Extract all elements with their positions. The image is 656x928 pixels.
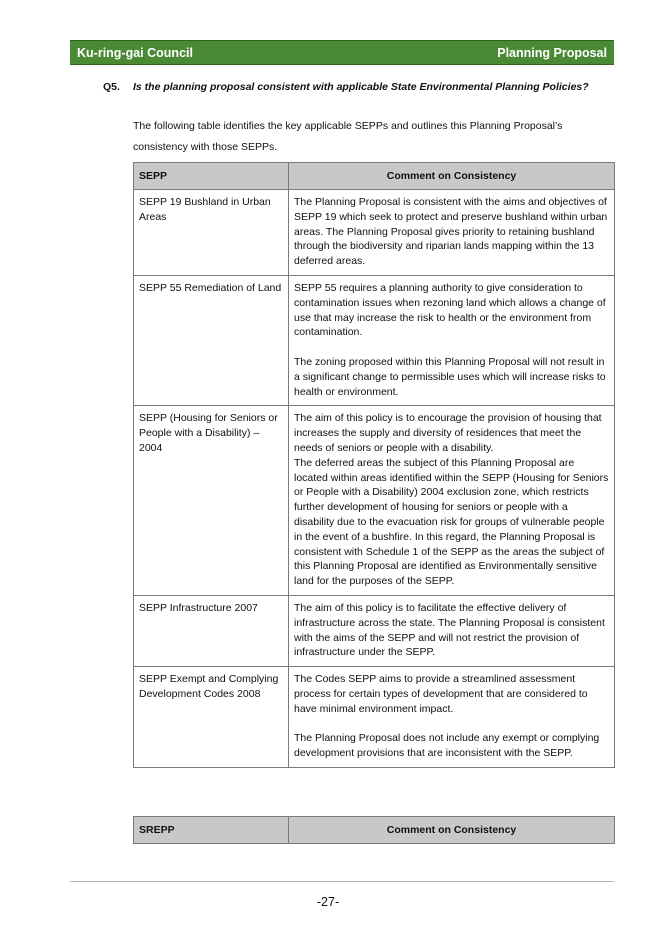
question-heading bbox=[103, 80, 623, 94]
column-header-comment: Comment on Consistency bbox=[289, 163, 615, 190]
column-header-srepp: SREPP bbox=[134, 817, 289, 844]
comment-paragraph: The zoning proposed within this Planning Proposal will not result in a significant change to permissible uses which will increase risks to health or environment. bbox=[294, 355, 606, 398]
comment-paragraph: The Planning Proposal does not include any exempt or complying development provisions that are inconsistent with the SEPP. bbox=[294, 732, 600, 760]
table-row bbox=[134, 190, 615, 276]
table-row bbox=[134, 667, 615, 768]
column-header-sepp: SEPP bbox=[134, 163, 289, 190]
sepp-name-cell: SEPP Exempt and Complying Development Codes 2008 bbox=[134, 667, 289, 768]
table-row bbox=[134, 406, 615, 596]
document-type: Planning Proposal bbox=[497, 45, 607, 60]
comment-paragraph: The Codes SEPP aims to provide a streamlined assessment process for certain types of development that are considered to have minimal environment impact. bbox=[294, 673, 588, 715]
srepp-consistency-table bbox=[133, 816, 615, 844]
intro-paragraph: The following table identifies the key applicable SEPPs and outlines this Planning Proposal’s consistency with those SEPPs. bbox=[133, 120, 563, 153]
sepp-consistency-table bbox=[133, 162, 615, 768]
comment-cell bbox=[289, 667, 615, 768]
comment-cell bbox=[289, 190, 615, 276]
table-header-row bbox=[134, 817, 615, 844]
sepp-name-cell: SEPP (Housing for Seniors or People with a Disability) – 2004 bbox=[134, 406, 289, 596]
table-header-row bbox=[134, 163, 615, 190]
sepp-name-cell: SEPP Infrastructure 2007 bbox=[134, 595, 289, 666]
table-row bbox=[134, 595, 615, 666]
column-header-comment: Comment on Consistency bbox=[289, 817, 615, 844]
question-text: Is the planning proposal consistent with applicable State Environmental Planning Policies? bbox=[133, 81, 589, 93]
question-number: Q5. bbox=[103, 81, 120, 93]
sepp-name-cell: SEPP 19 Bushland in Urban Areas bbox=[134, 190, 289, 276]
document-header bbox=[70, 40, 614, 65]
comment-paragraph: SEPP 55 requires a planning authority to give consideration to contamination issues when rezoning land which allows a change of use that may increase the risk to health or the environment from contamination. bbox=[294, 281, 606, 339]
footer-divider bbox=[70, 881, 614, 882]
comment-paragraph: The aim of this policy is to encourage the provision of housing that increases the supply and diversity of residences that meet the needs of seniors or people with a disability. The deferred areas the subject of this Planning Proposal are located within areas identified within the SEPP (Housing for Seniors or People with a Disability) 2004 exclusion zone, which restricts further development of housing for seniors or people with a disability due to the evacuation risk for groups of vulnerable people in the event of a bushfire. In this regard, the Planning Proposal is consistent with Schedule 1 of the SEPP as the areas the subject of this Planning Proposal are identified as Environmentally sensitive land for the purposes of the SEPP. bbox=[294, 412, 609, 588]
comment-paragraph: The aim of this policy is to facilitate the effective delivery of infrastructure across the state. The Planning Proposal is consistent with the aims of the SEPP and will not restrict the provision of infrastructure under the SEPP. bbox=[294, 601, 605, 659]
comment-cell bbox=[289, 275, 615, 405]
sepp-name-cell: SEPP 55 Remediation of Land bbox=[134, 275, 289, 405]
comment-cell bbox=[289, 406, 615, 596]
council-name: Ku-ring-gai Council bbox=[77, 45, 193, 60]
comment-cell bbox=[289, 595, 615, 666]
comment-paragraph: The Planning Proposal is consistent with the aims and objectives of SEPP 19 which seek to protect and preserve bushland within urban areas. The Planning Proposal gives priority to retaining bushland through the biodiversity and riparian lands mapping within the 13 deferred areas. bbox=[294, 196, 608, 268]
page-number: -27- bbox=[316, 895, 340, 909]
table-row bbox=[134, 275, 615, 405]
